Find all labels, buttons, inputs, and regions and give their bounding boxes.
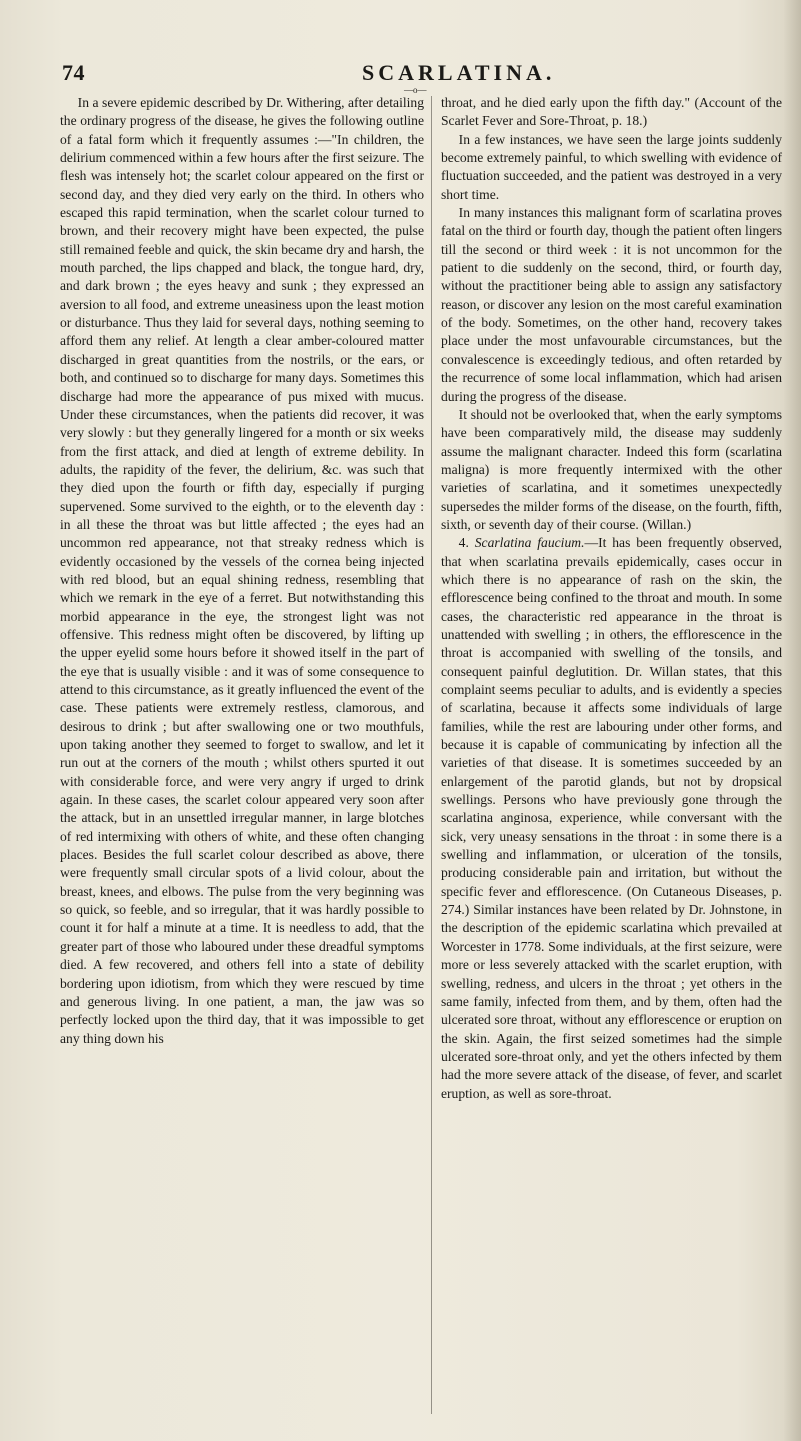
paragraph: It should not be overlooked that, when the early symptoms have been comparatively mild, the disease may suddenly assume the malignant character. Indeed this form (scarlatina maligna) is more frequently intermixed with the other varieties of scarlatina, and it sometimes unexpectedly supersedes the milder forms of the disease, on the fourth, fifth, sixth, or seventh day of their course. (Willan.) [441, 406, 782, 532]
paragraph: In many instances this malignant form of scarlatina proves fatal on the third or fourth day, though the patient often lingers till the second or third week : it is not uncommon for the patient to die suddenly on the second, third, or fourth day, without the practitioner being able to assign any satisfactory reason, or discover any lesion on the most careful examination of the body. Sometimes, on the other hand, recovery takes place under the most unfavourable circumstances, but the convalescence is exceedingly tedious, and often retarded by the recurrence of some local inflammation, which had arisen during the progress of the disease. [441, 205, 782, 404]
paragraph: throat, and he died early upon the fifth day." (Account of the Scarlet Fever and Sore-Throat, p. 18.) [441, 95, 782, 129]
page-number: 74 [62, 60, 85, 85]
paragraph: 4. Scarlatina faucium.—It has been frequently observed, that when scarlatina prevails epidemically, cases occur in which there is no appearance of rash on the skin, the efflorescence being confined to the throat and mouth. In some cases, the characteristic red appearance in the throat is unattended with swelling ; in others, the efflorescence in the throat is accompanied with swelling of the tonsils, and consequent painful deglutition. Dr. Willan states, that this complaint seems peculiar to adults, and is evidently a species of scarlatina, because it affects some individuals of large families, while the rest are labouring under other forms, and because it is capable of communicating by infection all the varieties of that disease. It is sometimes succeeded by an enlargement of the parotid glands, but not by dropsical swellings. Persons who have previously gone through the scarlatina anginosa, experience, while conversant with the sick, very uneasy sensations in the throat : in some there is a swelling and inflammation, or ulceration of the tonsils, producing considerable pain and irritation, but without the specific fever and efflorescence. (On Cutaneous Diseases, p. 274.) Similar instances have been related by Dr. Johnstone, in the description of the epidemic scarlatina which prevailed at Worcester in 1778. Some individuals, at the first seizure, were more or less severely attacked with the scarlet eruption, with swelling, redness, and ulcers in the throat ; yet others in the same family, infected from them, and by them, often had the ulcerated sore throat, without any efflorescence or eruption on the skin. Again, the first seized sometimes had the simple ulcerated sore-throat only, and yet the others infected by them had the more severe attack of the disease, of fever, and scarlet eruption, as well as sore-throat. [441, 535, 783, 1101]
paragraph: In a few instances, we have seen the large joints suddenly become extremely painful, to which swelling with evidence of fluctuation succeeded, and the patient was destroyed in a very short time. [441, 131, 782, 202]
paragraph: In a severe epidemic described by Dr. Withering, after detailing the ordinary progress of the disease, he gives the following outline of a fatal form which it frequently assumes :—"In children, the delirium commenced within a few hours after the first seizure. The flesh was intensely hot; the scarlet colour appeared on the first or second day, and they died very early on the third. In others who escaped this rapid termination, when the scarlet colour turned to brown, and their recovery might have been expected, the pulse still remained feeble and quick, the skin became dry and harsh, the mouth parched, the lips chapped and black, the tongue hard, dry, and dark brown ; the eyes heavy and sunk ; they expressed an aversion to all food, and extreme uneasiness upon the least motion or disturbance. Thus they laid for several days, nothing seeming to afford them any relief. At length a clear amber-coloured matter discharged in great quantities from the nostrils, or the ears, or both, and continued so to discharge for many days. Sometimes this discharge had more the appearance of pus mixed with mucus. Under these circumstances, when the patients did recover, it was very slowly : but they generally lingered for a month or six weeks from the first attack, and died at length of extreme debility. In adults, the rapidity of the fever, the delirium, &c. was such that they died upon the fourth or fifth day, especially if purging supervened. Some survived to the eighth, or to the eleventh day : in all these the throat was but little affected ; the eyes had an uncommon red appearance, not that streaky redness which is evidently occasioned by the vessels of the cornea being injected with red blood, but an equal shining redness, resembling that which we remark in the eye of a ferret. But notwithstanding this morbid appearance in the eye, the strongest light was not offensive. This redness might often be discovered, by lifting up the upper eyelid some hours before it showed itself in the part of the eye that is usually visible : and it was of some consequence to attend to this circumstance, as it greatly influenced the event of the case. These patients were extremely restless, clamorous, and desirous to drink ; but after swallowing one or two mouthfuls, upon taking another they seemed to forget to swallow, and let it run out at the corners of the mouth ; whilst others spurted it out with considerable force, and were very angry if urged to drink again. In these cases, the scarlet colour appeared very soon after the attack, but in an unsettled irregular manner, in large blotches of red intermixing with others of white, and these often changing places. Besides the full scarlet colour described as above, there were frequently small circular spots of a livid colour, about the breast, knees, and elbows. The pulse from the very beginning was so quick, so feeble, and so irregular, that it was hardly possible to count it for half a minute at a time. It is needless to add, that the greater part of those who laboured under these dreadful symptoms died. A few recovered, and others fell into a state of debility bordering upon idiotism, from which they were rescued by time and generous living. In one patient, a man, the jaw was so perfectly locked upon the third day, that it was impossible to get any thing down his [60, 95, 424, 1046]
section-heading: Scarlatina faucium. [474, 535, 585, 551]
running-title: SCARLATINA. [362, 60, 556, 85]
header-ornament: —o— [404, 85, 427, 95]
column-divider [431, 96, 432, 1414]
page-edge-shadow [783, 0, 801, 1441]
right-column [441, 94, 782, 1103]
left-column [60, 94, 424, 1048]
